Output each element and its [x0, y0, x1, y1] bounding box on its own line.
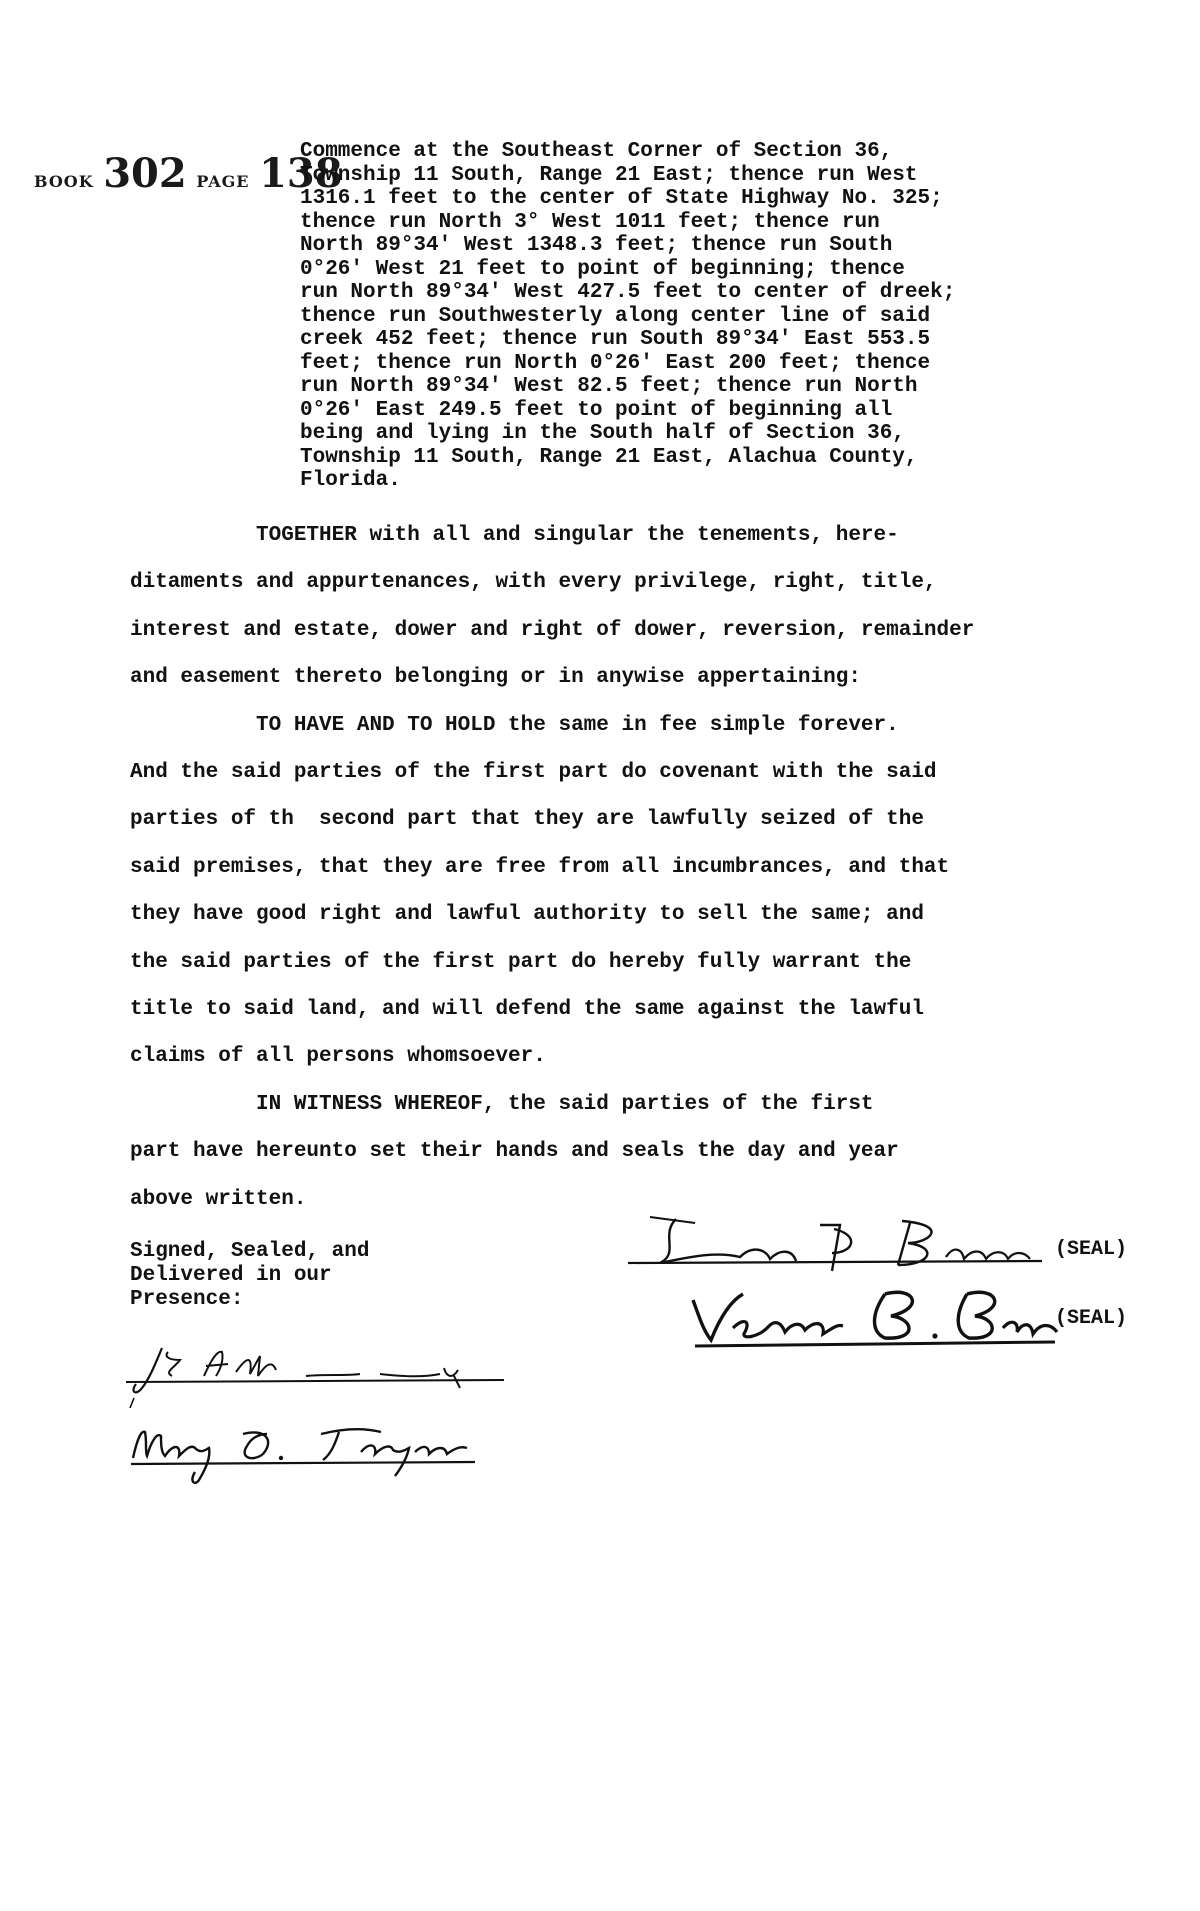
description-line: thence run Southwesterly along center line of said — [300, 304, 931, 328]
signature-witness-1 — [120, 1342, 510, 1414]
body-line: ditaments and appurtenances, with every privilege, right, title, — [130, 571, 937, 595]
body-line: IN WITNESS WHEREOF, the said parties of the first — [130, 1092, 874, 1116]
body-line: interest and estate, dower and right of dower, reversion, remainder — [130, 618, 975, 642]
body-line: part have hereunto set their hands and seals the day and year — [130, 1140, 899, 1164]
seal-1: (SEAL) — [1055, 1238, 1128, 1261]
description-line: North 89°34' West 1348.3 feet; thence run South — [300, 234, 893, 257]
body-line: said premises, that they are free from all incumbrances, and that — [130, 855, 950, 879]
seal-2: (SEAL) — [1055, 1307, 1128, 1330]
page-label: PAGE — [196, 172, 250, 191]
description-line: being and lying in the South half of Section 36, — [300, 422, 905, 445]
body-line: they have good right and lawful authority to sell the same; and — [130, 903, 924, 927]
description-line: Township 11 South, Range 21 East, Alachua County, — [300, 445, 918, 469]
body-line: the said parties of the first part do hereby fully warrant the — [130, 950, 912, 974]
description-line: creek 452 feet; thence run South 89°34' East 553.5 — [300, 328, 931, 351]
description-line: 1316.1 feet to the center of State Highway No. 325; — [300, 187, 943, 210]
body-line: TOGETHER with all and singular the tenements, here- — [130, 524, 899, 547]
body-line: above written. — [130, 1187, 307, 1211]
description-line: feet; thence run North 0°26' East 200 feet; thence — [300, 351, 931, 375]
description-line: Commence at the Southeast Corner of Section 36, — [300, 140, 893, 163]
signature-grantor-2 — [685, 1280, 1065, 1355]
body-line: parties of th second part that they are lawfully seized of the — [130, 808, 924, 832]
body-line: TO HAVE AND TO HOLD the same in fee simple forever. — [130, 713, 899, 737]
body-line: claims of all persons whomsoever. — [130, 1045, 546, 1069]
description-line: 0°26' West 21 feet to point of beginning; thence — [300, 257, 905, 281]
deed-covenant-text — [130, 512, 1090, 1223]
body-line: and easement thereto belonging or in anywise appertaining: — [130, 666, 861, 690]
description-line: run North 89°34' West 427.5 feet to center of dreek; — [300, 281, 956, 304]
description-line: Florida. — [300, 469, 401, 492]
legal-description — [300, 140, 1080, 493]
page-number: 138 — [259, 150, 343, 197]
signature-grantor-1 — [620, 1205, 1060, 1285]
book-label: BOOK — [34, 172, 94, 191]
book-number: 302 — [103, 150, 187, 197]
description-line: 0°26' East 249.5 feet to point of beginning all — [300, 398, 893, 422]
description-line: Township 11 South, Range 21 East; thence run West — [300, 163, 918, 187]
witness-block: Signed, Sealed, and Delivered in our Presence: — [130, 1240, 370, 1311]
description-line: run North 89°34' West 82.5 feet; thence run North — [300, 375, 918, 398]
signature-witness-2 — [125, 1410, 485, 1488]
description-line: thence run North 3° West 1011 feet; thence run — [300, 210, 880, 234]
book-page-stamp — [34, 150, 343, 210]
body-line: title to said land, and will defend the same against the lawful — [130, 998, 924, 1022]
body-line: And the said parties of the first part do covenant with the said — [130, 761, 937, 785]
